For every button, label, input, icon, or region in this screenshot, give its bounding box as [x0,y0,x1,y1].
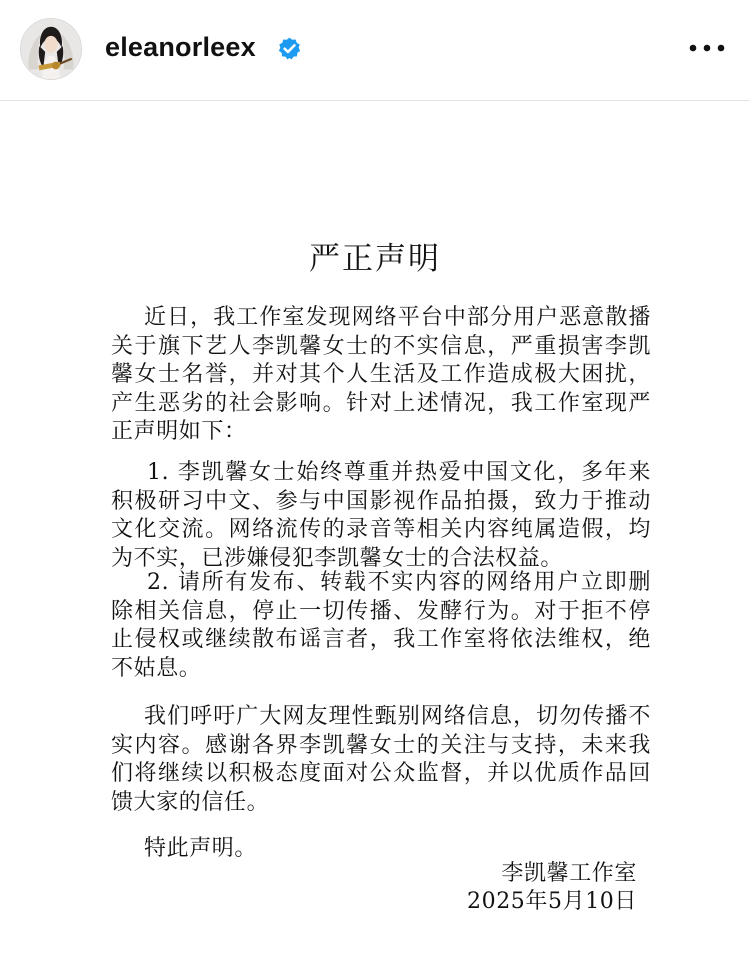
profile-avatar[interactable] [20,18,82,80]
statement-closing: 特此声明。 [144,836,258,861]
statement-title: 严正声明 [309,241,441,277]
verified-badge-icon [277,36,302,61]
avatar-image [21,19,81,79]
username[interactable]: eleanorleex [105,32,256,62]
statement-item-2: 2. 请所有发布、转载不实内容的网络用户立即删除相关信息，停止一切传播、发酵行为。对于拒不停止侵权或继续散布谣言者，我工作室将依法维权，绝不姑息。 [111,570,651,681]
statement-date: 2025年5月10日 [467,889,637,914]
statement-item-1: 1. 李凯馨女士始终尊重并热爱中国文化，多年来积极研习中文、参与中国影视作品拍摄，致力于推动文化交流。网络流传的录音等相关内容纯属造假，均为不实，已涉嫌侵犯李凯馨女士的合法权益。 [111,460,651,571]
statement-document [0,101,750,979]
post-header [0,0,750,101]
statement-intro-paragraph: 近日，我工作室发现网络平台中部分用户恶意散播关于旗下艺人李凯馨女士的不实信息，严重损害李凯馨女士名誉，并对其个人生活及工作造成极大困扰，产生恶劣的社会影响。针对上述情况，我工作室现严正声明如下： [111,305,651,444]
statement-signature: 李凯馨工作室 [501,861,637,886]
statement-appeal-paragraph: 我们呼吁广大网友理性甄别网络信息，切勿传播不实内容。感谢各界李凯馨女士的关注与支持，未来我们将继续以积极态度面对公众监督，并以优质作品回馈大家的信任。 [111,704,651,815]
more-options-icon[interactable] [686,34,728,62]
